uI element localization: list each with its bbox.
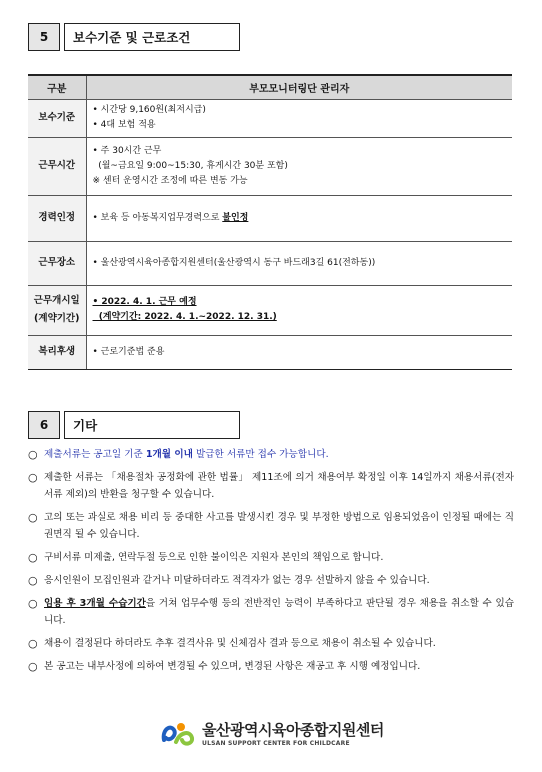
row-value-pay: • 시간당 9,160원(최저시급) • 4대 보험 적용 bbox=[86, 99, 512, 137]
circle-bullet-icon: ○ bbox=[28, 448, 38, 461]
circle-bullet-icon: ○ bbox=[28, 551, 38, 564]
circle-bullet-icon: ○ bbox=[28, 511, 38, 524]
circle-bullet-icon: ○ bbox=[28, 637, 38, 650]
row-label-welfare: 복리후생 bbox=[28, 335, 86, 369]
section-6-header bbox=[28, 411, 240, 439]
row-value-welfare: • 근로기준법 준용 bbox=[86, 335, 512, 369]
circle-bullet-icon: ○ bbox=[28, 471, 38, 484]
row-value-start-date: • 2022. 4. 1. 근무 예정 (계약기간: 2022. 4. 1.~2022. 12. 31.) bbox=[86, 285, 512, 335]
table-row bbox=[28, 335, 512, 369]
conditions-table bbox=[28, 74, 512, 370]
list-item: ○ 채용이 결정된다 하더라도 추후 결격사유 및 신체검사 결과 등으로 채용이 취소될 수 있습니다. bbox=[28, 637, 436, 650]
circle-bullet-icon: ○ bbox=[28, 597, 38, 610]
circle-bullet-icon: ○ bbox=[28, 574, 38, 587]
row-label-hours: 근무시간 bbox=[28, 137, 86, 195]
table-header-position: 부모모니터링단 관리자 bbox=[86, 75, 512, 99]
row-label-location: 근무장소 bbox=[28, 241, 86, 285]
table-row bbox=[28, 241, 512, 285]
center-logo bbox=[160, 718, 384, 748]
list-item: ○ 제출서류는 공고일 기준 1개월 이내 발급한 서류만 접수 가능합니다. bbox=[28, 448, 329, 461]
row-value-hours: • 주 30시간 근무 (월~금요일 9:00~15:30, 휴게시간 30분 포함) ※ 센터 운영시간 조정에 따른 변동 가능 bbox=[86, 137, 512, 195]
notes-list bbox=[28, 446, 514, 681]
table-row bbox=[28, 285, 512, 335]
list-item: ○ 임용 후 3개월 수습기간을 거쳐 업무수행 등의 전반적인 능력이 부족하다고 판단될 경우 채용을 취소할 수 있습니다. bbox=[28, 595, 514, 629]
row-value-experience: • 보육 등 아동복지업무경력으로 불인정 bbox=[86, 195, 512, 241]
row-label-start-date: 근무개시일 (계약기간) bbox=[28, 285, 86, 335]
table-row bbox=[28, 99, 512, 137]
row-value-location: • 울산광역시육아종합지원센터(울산광역시 동구 바드래3길 61(전하동)) bbox=[86, 241, 512, 285]
center-logo-name-ko: 울산광역시육아종합지원센터 bbox=[202, 721, 384, 739]
section-5-header bbox=[28, 23, 240, 51]
list-item: ○ 제출한 서류는 「채용절차 공정화에 관한 법률」 제11조에 의거 채용여부 확정일 이후 14일까지 채용서류(전자서류 제외)의 반환을 청구할 수 있습니다. bbox=[28, 469, 514, 503]
section-5-number: 5 bbox=[28, 23, 60, 51]
list-item: ○ 응시인원이 모집인원과 같거나 미달하더라도 적격자가 없는 경우 선발하지 않을 수 있습니다. bbox=[28, 574, 430, 587]
list-item: ○ 고의 또는 과실로 채용 비리 등 중대한 사고를 발생시킨 경우 및 부정한 방법으로 임용되었음이 인정될 때에는 직권면직 될 수 있습니다. bbox=[28, 509, 514, 543]
circle-bullet-icon: ○ bbox=[28, 660, 38, 673]
table-row bbox=[28, 195, 512, 241]
center-logo-name-en: ULSAN SUPPORT CENTER FOR CHILDCARE bbox=[202, 740, 350, 747]
section-5-title: 보수기준 및 근로조건 bbox=[64, 23, 240, 51]
section-6-title: 기타 bbox=[64, 411, 240, 439]
row-label-experience: 경력인정 bbox=[28, 195, 86, 241]
table-header-category: 구분 bbox=[28, 75, 86, 99]
list-item: ○ 구비서류 미제출, 연락두절 등으로 인한 불이익은 지원자 본인의 책임으로 합니다. bbox=[28, 551, 384, 564]
row-label-pay: 보수기준 bbox=[28, 99, 86, 137]
table-row bbox=[28, 137, 512, 195]
section-6-number: 6 bbox=[28, 411, 60, 439]
list-item: ○ 본 공고는 내부사정에 의하여 변경될 수 있으며, 변경된 사항은 재공고 후 시행 예정입니다. bbox=[28, 660, 421, 673]
table-header-row bbox=[28, 75, 512, 99]
center-logo-icon bbox=[160, 718, 196, 748]
